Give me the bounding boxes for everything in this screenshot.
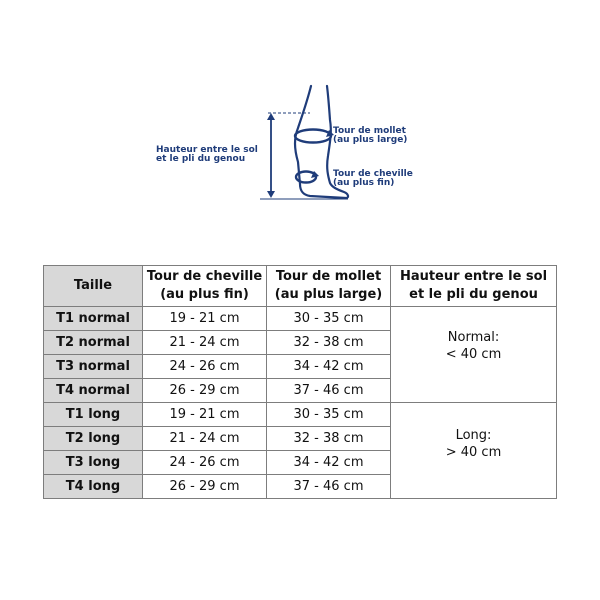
table-row bbox=[44, 307, 557, 331]
size-cell: T1 long bbox=[44, 403, 143, 427]
ankle-label-line-2: (au plus fin) bbox=[333, 178, 395, 188]
calf-cell: 30 - 35 cm bbox=[267, 403, 391, 427]
header-ankle bbox=[143, 266, 267, 307]
size-cell: T4 long bbox=[44, 475, 143, 499]
leg-measurement-diagram bbox=[150, 80, 450, 210]
calf-cell: 32 - 38 cm bbox=[267, 427, 391, 451]
header-height bbox=[391, 266, 557, 307]
ankle-cell: 26 - 29 cm bbox=[143, 379, 267, 403]
header-ankle-line-1: Tour de cheville bbox=[146, 269, 263, 284]
height-label bbox=[156, 146, 258, 164]
size-cell: T2 normal bbox=[44, 331, 143, 355]
calf-cell: 30 - 35 cm bbox=[267, 307, 391, 331]
ankle-cell: 21 - 24 cm bbox=[143, 427, 267, 451]
calf-cell: 32 - 38 cm bbox=[267, 331, 391, 355]
height-arrow-bottom-head bbox=[267, 191, 275, 198]
calf-cell: 34 - 42 cm bbox=[267, 355, 391, 379]
header-size-text: Taille bbox=[73, 278, 113, 293]
size-cell: T3 normal bbox=[44, 355, 143, 379]
calf-cell: 34 - 42 cm bbox=[267, 451, 391, 475]
height-group-normal bbox=[391, 307, 557, 403]
height-label-line-1: Hauteur entre le sol bbox=[156, 145, 258, 155]
height-group-long-value: > 40 cm bbox=[445, 445, 502, 460]
size-chart-table bbox=[43, 265, 557, 499]
ankle-label-line-1: Tour de cheville bbox=[333, 169, 413, 179]
ankle-cell: 24 - 26 cm bbox=[143, 355, 267, 379]
height-group-long-title: Long: bbox=[455, 428, 492, 443]
height-label-line-2: et le pli du genou bbox=[156, 154, 246, 164]
calf-cell: 37 - 46 cm bbox=[267, 475, 391, 499]
height-arrow-top-head bbox=[267, 113, 275, 120]
header-ankle-line-2: (au plus fin) bbox=[160, 287, 249, 302]
size-cell: T2 long bbox=[44, 427, 143, 451]
ankle-cell: 21 - 24 cm bbox=[143, 331, 267, 355]
ankle-cell: 19 - 21 cm bbox=[143, 403, 267, 427]
ankle-cell: 19 - 21 cm bbox=[143, 307, 267, 331]
height-group-normal-value: < 40 cm bbox=[445, 347, 502, 362]
size-cell: T1 normal bbox=[44, 307, 143, 331]
ankle-cell: 26 - 29 cm bbox=[143, 475, 267, 499]
header-height-line-2: et le pli du genou bbox=[409, 287, 538, 302]
header-calf bbox=[267, 266, 391, 307]
calf-label bbox=[333, 127, 407, 145]
calf-measure-ring bbox=[295, 130, 331, 143]
header-height-line-1: Hauteur entre le sol bbox=[399, 269, 548, 284]
calf-label-line-2: (au plus large) bbox=[333, 135, 408, 145]
table-row bbox=[44, 403, 557, 427]
size-cell: T4 normal bbox=[44, 379, 143, 403]
ankle-label bbox=[333, 170, 413, 188]
calf-label-line-1: Tour de mollet bbox=[333, 126, 406, 136]
header-size bbox=[44, 266, 143, 307]
ankle-cell: 24 - 26 cm bbox=[143, 451, 267, 475]
size-cell: T3 long bbox=[44, 451, 143, 475]
table-header-row bbox=[44, 266, 557, 307]
height-group-long bbox=[391, 403, 557, 499]
height-group-normal-title: Normal: bbox=[447, 330, 500, 345]
calf-cell: 37 - 46 cm bbox=[267, 379, 391, 403]
header-calf-line-1: Tour de mollet bbox=[275, 269, 382, 284]
header-calf-line-2: (au plus large) bbox=[274, 287, 383, 302]
